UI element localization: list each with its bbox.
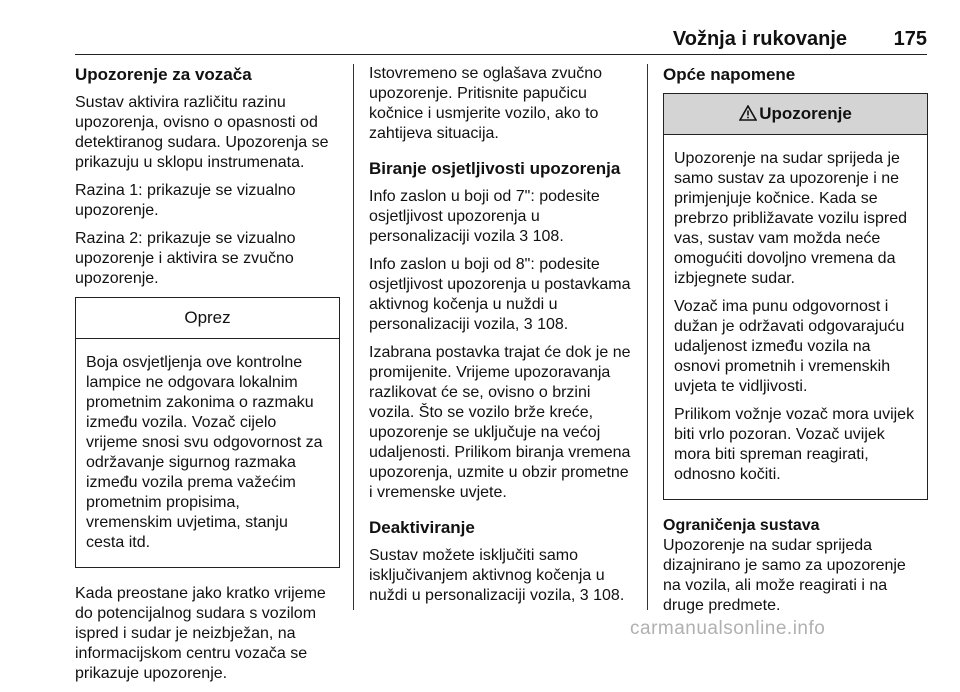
section-heading: Deaktiviranje — [369, 518, 475, 537]
column-3 — [663, 64, 928, 624]
warning-box-text: Upozorenje na sudar sprijeda je samo sustav za upozorenje i ne primjenjuje kočnice. Kada se prebrzo približavate vozilu ispred vas, sustav vam možda neće omogućiti dovoljno vremena da izbjegnete sudar. — [674, 150, 907, 287]
paragraph: Upozorenje na sudar sprijeda dizajnirano je samo za upozorenje na vozila, ali može reagirati i na druge predmete. — [663, 537, 906, 614]
caution-box-title: Oprez — [76, 298, 339, 339]
column-divider — [647, 64, 648, 610]
warning-triangle-icon — [739, 105, 757, 121]
warning-box-text: Prilikom vožnje vozač mora uvijek biti vrlo pozoran. Vozač uvijek mora biti spreman reagirati, odnosno kočiti. — [674, 406, 915, 483]
caution-box-text: Boja osvjetljenja ove kontrolne lampice ne odgovara lokalnim prometnim zakonima o razmaku između vozila. Vozač cijelo vrijeme snosi svu odgovornost za održavanje sigurnog razmaka između vozila prema važećim prometnim propisima, vremenskim uvjetima, stanju cesta itd. — [86, 354, 323, 551]
paragraph: Kada preostane jako kratko vrijeme do potencijalnog sudara s vozilom ispred i sudar je neizbježan, na informacijskom centru vozača se prikazuje upozorenje. — [75, 585, 326, 682]
paragraph: Istovremeno se oglašava zvučno upozorenje. Pritisnite papučicu kočnice i usmjerite vozilo, ako to zahtijeva situacija. — [369, 65, 603, 142]
section-heading: Upozorenje za vozača — [75, 65, 252, 84]
watermark: carmanualsonline.info — [630, 618, 826, 639]
paragraph: Razina 2: prikazuje se vizualno upozorenje i aktivira se zvučno upozorenje. — [75, 230, 296, 287]
paragraph: Sustav aktivira različitu razinu upozorenja, ovisno o opasnosti od detektiranog sudara. Upozorenja se prikazuju u sklopu instrumenata. — [75, 94, 329, 171]
paragraph: Sustav možete isključiti samo isključivanjem aktivnog kočenja u nuždi u personalizaciji vozila, 3 108. — [369, 547, 625, 604]
section-heading: Biranje osjetljivosti upozorenja — [369, 159, 621, 178]
warning-box-title: Upozorenje — [759, 104, 852, 123]
section-heading: Opće napomene — [663, 65, 796, 84]
caution-box — [75, 297, 340, 568]
warning-box — [663, 93, 928, 500]
warning-box-text: Vozač ima punu odgovornost i dužan je održavati odgovarajuću udaljenost između vozila na osnovi prometnih i vremenskih uvjeta te vidljivosti. — [674, 298, 905, 395]
chapter-title: Vožnja i rukovanje — [672, 28, 847, 50]
column-2 — [369, 64, 634, 614]
paragraph: Izabrana postavka trajat će dok je ne promijenite. Vrijeme upozoravanja razlikovat će se, ovisno o brzini vozila. Što se vozilo brže kreće, upozorenje se uključuje na većoj udaljenosti. Prilikom biranja vremena upozorenja, uzmite u obzir prometne i vremenske uvjete. — [369, 344, 631, 501]
page-header — [75, 28, 927, 55]
column-divider — [353, 64, 354, 610]
paragraph: Info zaslon u boji od 8": podesite osjetljivost upozorenja u postavkama aktivnog kočenja u nuždi u personalizaciji vozila, 3 108. — [369, 256, 631, 333]
subheading: Ograničenja sustava — [663, 517, 820, 534]
column-1 — [75, 64, 340, 692]
page-number: 175 — [893, 28, 927, 50]
paragraph: Razina 1: prikazuje se vizualno upozorenje. — [75, 182, 296, 219]
paragraph: Info zaslon u boji od 7": podesite osjetljivost upozorenja u personalizaciji vozila 3 108. — [369, 188, 600, 245]
warning-box-header — [664, 94, 927, 135]
